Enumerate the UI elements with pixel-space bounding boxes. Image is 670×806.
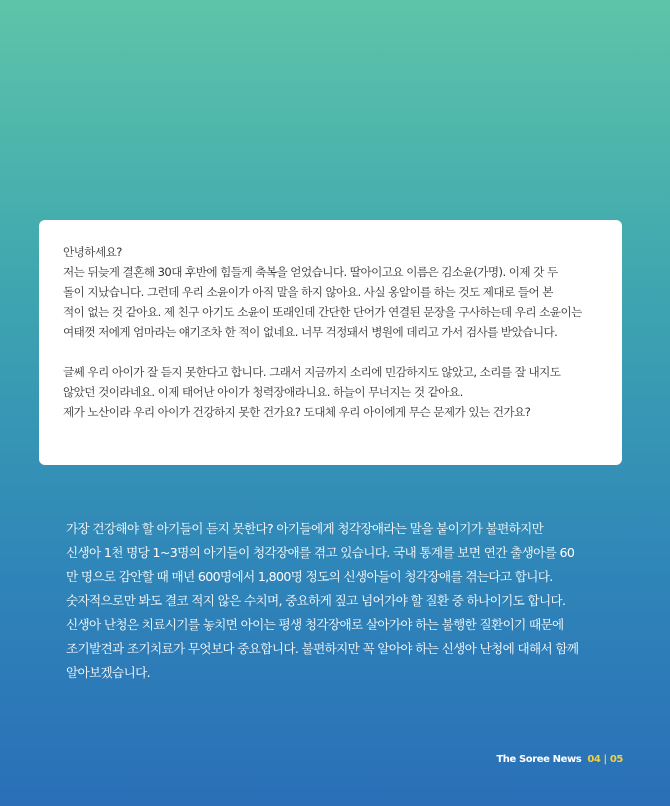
intro-line: 신생아 난청은 치료시기를 놓치면 아이는 평생 청각장애로 살아가야 하는 불행한 질환이기 때문에 <box>66 617 564 632</box>
intro-line: 만 명으로 감안할 때 매년 600명에서 1,800명 정도의 신생아들이 청각장애를 겪는다고 합니다. <box>66 569 553 584</box>
page-numbers: 04 | 05 <box>587 754 623 765</box>
publication-name: The Soree News <box>496 754 582 765</box>
letter-line: 않았던 것이라네요. 이제 태어난 아이가 청력장애라니요. 하늘이 무너지는 것 같아요. <box>63 385 463 399</box>
paragraph-gap <box>63 342 600 362</box>
letter-line: 여태껏 저에게 엄마라는 얘기조차 한 적이 없네요. 너무 걱정돼서 병원에 데리고 가서 검사를 받았습니다. <box>63 325 558 339</box>
letter-card <box>39 220 622 465</box>
letter-line: 돌이 지났습니다. 그런데 우리 소윤이가 아직 말을 하지 않아요. 사실 옹알이를 하는 것도 제대로 들어 본 <box>63 285 553 299</box>
page-footer <box>496 754 623 765</box>
letter-line: 제가 노산이라 우리 아이가 건강하지 못한 건가요? 도대체 우리 아이에게 무슨 문제가 있는 건가요? <box>63 405 531 419</box>
letter-line: 글쎄 우리 아이가 잘 듣지 못한다고 합니다. 그래서 지금까지 소리에 민감하지도 않았고, 소리를 잘 내지도 <box>63 365 561 379</box>
intro-text <box>66 517 612 685</box>
intro-line: 가장 건강해야 할 아기들이 듣지 못한다? 아기들에게 청각장애라는 말을 붙이기가 불편하지만 <box>66 521 544 536</box>
intro-line: 숫자적으로만 봐도 결코 적지 않은 수치며, 중요하게 짚고 넘어가야 할 질환 중 하나이기도 합니다. <box>66 593 566 608</box>
letter-line: 적이 없는 것 같아요. 제 친구 아기도 소윤이 또래인데 간단한 단어가 연결된 문장을 구사하는데 우리 소윤이는 <box>63 305 582 319</box>
letter-greeting: 안녕하세요? <box>63 245 122 259</box>
letter-line: 저는 뒤늦게 결혼해 30대 후반에 힘들게 축복을 얻었습니다. 딸아이고요 이름은 김소윤(가명). 이제 갓 두 <box>63 265 558 279</box>
intro-line: 신생아 1천 명당 1~3명의 아기들이 청각장애를 겪고 있습니다. 국내 통계를 보면 연간 출생아를 60 <box>66 545 575 560</box>
intro-line: 조기발견과 조기치료가 무엇보다 중요합니다. 불편하지만 꼭 알아야 하는 신생아 난청에 대해서 함께 <box>66 641 579 656</box>
intro-line: 알아보겠습니다. <box>66 665 150 680</box>
